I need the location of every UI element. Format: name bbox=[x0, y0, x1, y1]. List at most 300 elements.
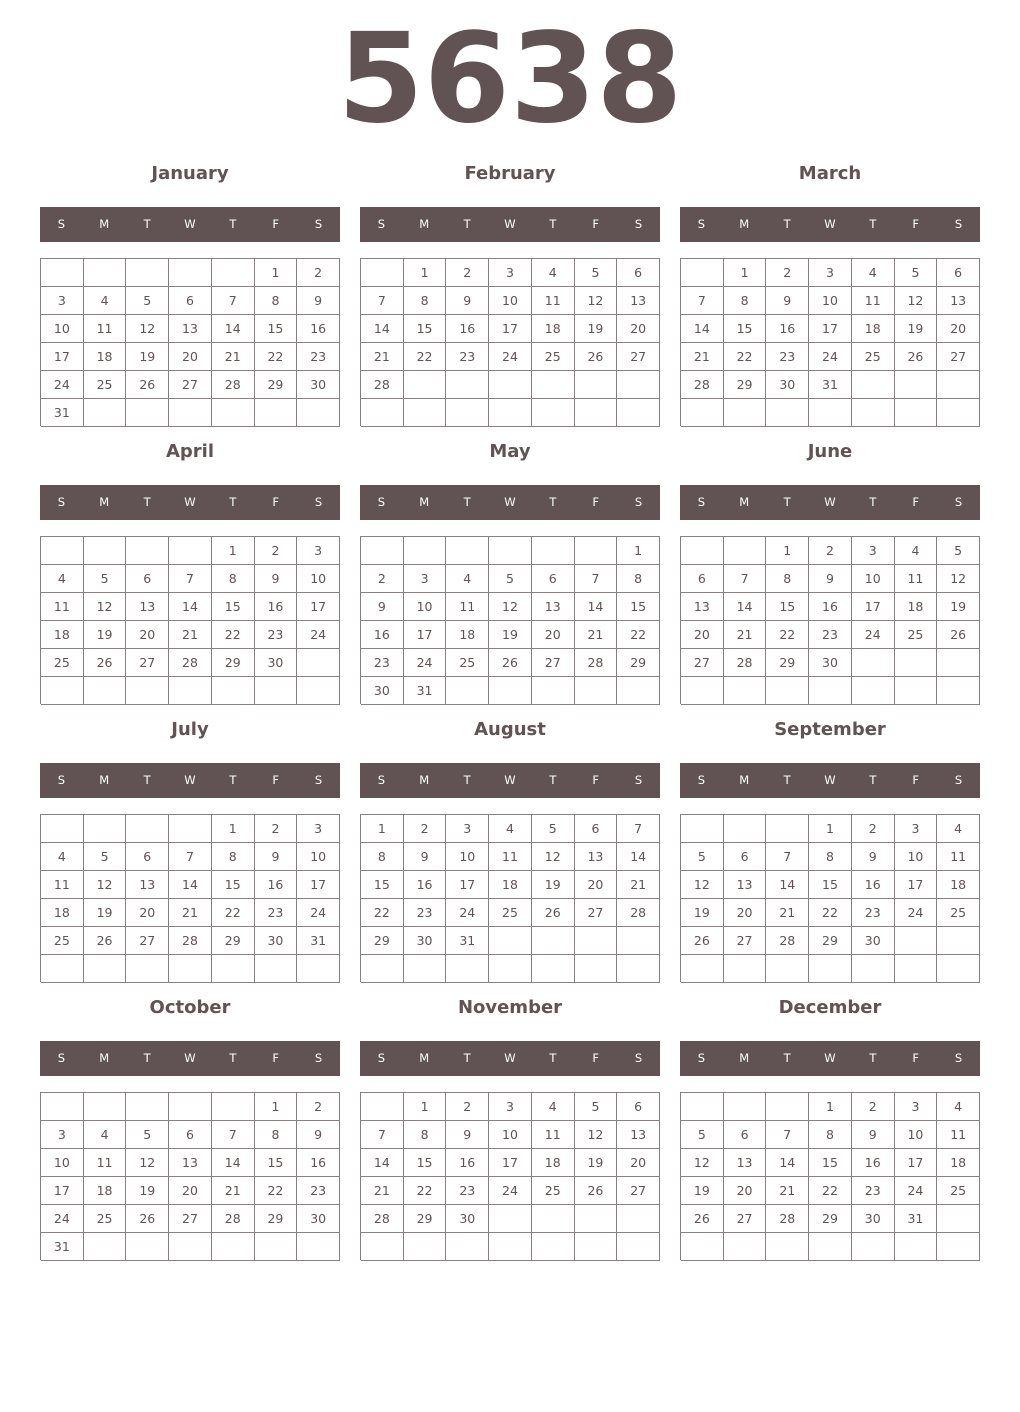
day-cell: 6 bbox=[724, 843, 767, 871]
day-cell: 11 bbox=[489, 843, 532, 871]
day-cell: 7 bbox=[361, 287, 404, 315]
day-cell: 29 bbox=[255, 1205, 298, 1233]
day-cell: 6 bbox=[724, 1121, 767, 1149]
day-cell: 3 bbox=[41, 287, 84, 315]
empty-day-cell bbox=[937, 371, 980, 399]
empty-day-cell bbox=[84, 1233, 127, 1261]
empty-day-cell bbox=[84, 537, 127, 565]
month-name: June bbox=[807, 441, 853, 462]
day-cell: 21 bbox=[212, 343, 255, 371]
day-cell: 15 bbox=[212, 871, 255, 899]
day-cell: 3 bbox=[297, 537, 340, 565]
day-cell: 9 bbox=[361, 593, 404, 621]
empty-day-cell bbox=[937, 927, 980, 955]
weekday-label: W bbox=[824, 1051, 836, 1065]
day-cell: 19 bbox=[937, 593, 980, 621]
weekday-label: S bbox=[954, 1051, 963, 1065]
month-september bbox=[680, 716, 980, 986]
day-cell: 17 bbox=[41, 1177, 84, 1205]
day-cell: 3 bbox=[895, 1093, 938, 1121]
empty-day-cell bbox=[361, 1093, 404, 1121]
empty-day-cell bbox=[937, 955, 980, 983]
day-cell: 13 bbox=[724, 1149, 767, 1177]
day-cell: 26 bbox=[489, 649, 532, 677]
weekday-label: S bbox=[954, 217, 963, 231]
weekday-label: W bbox=[824, 217, 836, 231]
day-cell: 21 bbox=[169, 621, 212, 649]
empty-day-cell bbox=[489, 1205, 532, 1233]
day-cell: 16 bbox=[809, 593, 852, 621]
empty-day-cell bbox=[404, 955, 447, 983]
day-cell: 20 bbox=[532, 621, 575, 649]
day-cell: 6 bbox=[681, 565, 724, 593]
empty-day-cell bbox=[255, 1233, 298, 1261]
empty-day-cell bbox=[361, 399, 404, 427]
day-cell: 23 bbox=[852, 1177, 895, 1205]
day-cell: 2 bbox=[255, 537, 298, 565]
weekday-header bbox=[40, 207, 340, 242]
day-cell: 19 bbox=[532, 871, 575, 899]
month-october bbox=[40, 994, 340, 1264]
day-cell: 9 bbox=[255, 565, 298, 593]
day-cell: 23 bbox=[297, 1177, 340, 1205]
day-cell: 3 bbox=[41, 1121, 84, 1149]
weekday-label: S bbox=[954, 495, 963, 509]
day-cell: 1 bbox=[809, 1093, 852, 1121]
day-cell: 13 bbox=[126, 871, 169, 899]
day-cell: 24 bbox=[404, 649, 447, 677]
day-cell: 1 bbox=[255, 259, 298, 287]
empty-day-cell bbox=[681, 537, 724, 565]
day-cell: 12 bbox=[126, 315, 169, 343]
month-name: August bbox=[474, 719, 546, 740]
weekday-label: T bbox=[143, 217, 151, 231]
empty-day-cell bbox=[297, 677, 340, 705]
day-cell: 28 bbox=[575, 649, 618, 677]
day-cell: 19 bbox=[84, 621, 127, 649]
day-cell: 23 bbox=[809, 621, 852, 649]
day-cell: 26 bbox=[575, 343, 618, 371]
day-cell: 27 bbox=[724, 1205, 767, 1233]
day-cell: 24 bbox=[297, 899, 340, 927]
empty-day-cell bbox=[404, 399, 447, 427]
empty-day-cell bbox=[895, 1233, 938, 1261]
empty-day-cell bbox=[361, 537, 404, 565]
weekday-label: F bbox=[592, 495, 600, 509]
empty-day-cell bbox=[766, 677, 809, 705]
year-title: 5638 bbox=[337, 7, 683, 151]
day-cell: 11 bbox=[84, 1149, 127, 1177]
empty-day-cell bbox=[169, 537, 212, 565]
weekday-header bbox=[360, 207, 660, 242]
day-cell: 20 bbox=[937, 315, 980, 343]
weekday-label: S bbox=[57, 773, 66, 787]
empty-day-cell bbox=[404, 371, 447, 399]
month-april bbox=[40, 438, 340, 708]
weekday-label: W bbox=[184, 495, 196, 509]
weekday-label: T bbox=[783, 1051, 791, 1065]
day-cell: 25 bbox=[852, 343, 895, 371]
day-cell: 20 bbox=[169, 1177, 212, 1205]
weekday-label: T bbox=[869, 1051, 877, 1065]
day-cell: 31 bbox=[809, 371, 852, 399]
empty-day-cell bbox=[809, 1233, 852, 1261]
day-cell: 30 bbox=[255, 927, 298, 955]
empty-day-cell bbox=[489, 399, 532, 427]
day-cell: 19 bbox=[84, 899, 127, 927]
day-cell: 14 bbox=[617, 843, 660, 871]
weekday-header bbox=[360, 485, 660, 520]
day-cell: 14 bbox=[766, 1149, 809, 1177]
days-grid bbox=[40, 258, 340, 426]
day-cell: 17 bbox=[404, 621, 447, 649]
day-cell: 20 bbox=[724, 1177, 767, 1205]
day-cell: 24 bbox=[489, 1177, 532, 1205]
day-cell: 5 bbox=[575, 1093, 618, 1121]
empty-day-cell bbox=[84, 259, 127, 287]
day-cell: 12 bbox=[681, 1149, 724, 1177]
day-cell: 1 bbox=[212, 537, 255, 565]
month-december bbox=[680, 994, 980, 1264]
day-cell: 29 bbox=[212, 649, 255, 677]
weekday-label: T bbox=[143, 773, 151, 787]
month-june bbox=[680, 438, 980, 708]
day-cell: 23 bbox=[255, 899, 298, 927]
day-cell: 30 bbox=[297, 1205, 340, 1233]
weekday-label: F bbox=[272, 495, 280, 509]
day-cell: 9 bbox=[297, 287, 340, 315]
empty-day-cell bbox=[41, 259, 84, 287]
day-cell: 26 bbox=[532, 899, 575, 927]
day-cell: 23 bbox=[446, 1177, 489, 1205]
day-cell: 30 bbox=[809, 649, 852, 677]
month-name: March bbox=[798, 163, 862, 184]
day-cell: 17 bbox=[809, 315, 852, 343]
day-cell: 31 bbox=[446, 927, 489, 955]
day-cell: 11 bbox=[41, 871, 84, 899]
empty-day-cell bbox=[361, 259, 404, 287]
empty-day-cell bbox=[126, 1233, 169, 1261]
day-cell: 7 bbox=[361, 1121, 404, 1149]
day-cell: 6 bbox=[126, 565, 169, 593]
day-cell: 27 bbox=[575, 899, 618, 927]
day-cell: 19 bbox=[681, 1177, 724, 1205]
day-cell: 24 bbox=[809, 343, 852, 371]
weekday-label: W bbox=[504, 773, 516, 787]
empty-day-cell bbox=[895, 677, 938, 705]
day-cell: 4 bbox=[84, 1121, 127, 1149]
weekday-header bbox=[680, 1041, 980, 1076]
empty-day-cell bbox=[724, 815, 767, 843]
weekday-label: S bbox=[634, 495, 643, 509]
day-cell: 2 bbox=[255, 815, 298, 843]
empty-day-cell bbox=[532, 955, 575, 983]
day-cell: 16 bbox=[446, 315, 489, 343]
weekday-label: M bbox=[739, 217, 750, 231]
weekday-label: S bbox=[634, 773, 643, 787]
empty-day-cell bbox=[766, 955, 809, 983]
day-cell: 15 bbox=[809, 871, 852, 899]
day-cell: 29 bbox=[766, 649, 809, 677]
days-grid bbox=[360, 814, 660, 982]
day-cell: 4 bbox=[532, 259, 575, 287]
day-cell: 1 bbox=[255, 1093, 298, 1121]
day-cell: 29 bbox=[361, 927, 404, 955]
day-cell: 1 bbox=[212, 815, 255, 843]
day-cell: 6 bbox=[617, 1093, 660, 1121]
empty-day-cell bbox=[361, 1233, 404, 1261]
day-cell: 1 bbox=[724, 259, 767, 287]
day-cell: 11 bbox=[41, 593, 84, 621]
weekday-label: M bbox=[419, 495, 430, 509]
day-cell: 22 bbox=[212, 621, 255, 649]
empty-day-cell bbox=[724, 677, 767, 705]
day-cell: 13 bbox=[617, 1121, 660, 1149]
weekday-label: T bbox=[549, 773, 557, 787]
day-cell: 11 bbox=[937, 843, 980, 871]
empty-day-cell bbox=[126, 955, 169, 983]
day-cell: 10 bbox=[852, 565, 895, 593]
day-cell: 21 bbox=[766, 1177, 809, 1205]
day-cell: 24 bbox=[895, 1177, 938, 1205]
empty-day-cell bbox=[446, 371, 489, 399]
day-cell: 1 bbox=[404, 259, 447, 287]
day-cell: 12 bbox=[937, 565, 980, 593]
empty-day-cell bbox=[937, 649, 980, 677]
day-cell: 31 bbox=[404, 677, 447, 705]
empty-day-cell bbox=[617, 399, 660, 427]
empty-day-cell bbox=[532, 371, 575, 399]
day-cell: 16 bbox=[255, 593, 298, 621]
day-cell: 9 bbox=[766, 287, 809, 315]
weekday-label: S bbox=[314, 1051, 323, 1065]
day-cell: 22 bbox=[724, 343, 767, 371]
weekday-label: W bbox=[184, 217, 196, 231]
empty-day-cell bbox=[84, 677, 127, 705]
day-cell: 17 bbox=[489, 315, 532, 343]
day-cell: 10 bbox=[446, 843, 489, 871]
empty-day-cell bbox=[575, 399, 618, 427]
empty-day-cell bbox=[809, 955, 852, 983]
day-cell: 16 bbox=[404, 871, 447, 899]
empty-day-cell bbox=[937, 399, 980, 427]
day-cell: 11 bbox=[895, 565, 938, 593]
day-cell: 3 bbox=[809, 259, 852, 287]
weekday-label: M bbox=[739, 495, 750, 509]
empty-day-cell bbox=[617, 1205, 660, 1233]
day-cell: 5 bbox=[681, 1121, 724, 1149]
day-cell: 15 bbox=[404, 1149, 447, 1177]
day-cell: 15 bbox=[617, 593, 660, 621]
empty-day-cell bbox=[212, 677, 255, 705]
day-cell: 10 bbox=[895, 1121, 938, 1149]
weekday-label: W bbox=[504, 217, 516, 231]
day-cell: 19 bbox=[575, 1149, 618, 1177]
empty-day-cell bbox=[41, 1093, 84, 1121]
day-cell: 22 bbox=[404, 1177, 447, 1205]
day-cell: 4 bbox=[446, 565, 489, 593]
day-cell: 15 bbox=[212, 593, 255, 621]
weekday-label: T bbox=[229, 495, 237, 509]
day-cell: 10 bbox=[489, 1121, 532, 1149]
day-cell: 13 bbox=[575, 843, 618, 871]
day-cell: 27 bbox=[126, 649, 169, 677]
empty-day-cell bbox=[446, 537, 489, 565]
day-cell: 21 bbox=[724, 621, 767, 649]
day-cell: 12 bbox=[532, 843, 575, 871]
weekday-label: M bbox=[739, 1051, 750, 1065]
day-cell: 5 bbox=[489, 565, 532, 593]
empty-day-cell bbox=[575, 955, 618, 983]
day-cell: 21 bbox=[681, 343, 724, 371]
day-cell: 28 bbox=[766, 927, 809, 955]
day-cell: 8 bbox=[404, 1121, 447, 1149]
empty-day-cell bbox=[852, 677, 895, 705]
empty-day-cell bbox=[617, 371, 660, 399]
weekday-label: F bbox=[592, 217, 600, 231]
days-grid bbox=[360, 1092, 660, 1260]
empty-day-cell bbox=[169, 399, 212, 427]
day-cell: 10 bbox=[809, 287, 852, 315]
day-cell: 16 bbox=[297, 315, 340, 343]
empty-day-cell bbox=[617, 677, 660, 705]
weekday-label: W bbox=[824, 773, 836, 787]
day-cell: 12 bbox=[126, 1149, 169, 1177]
day-cell: 7 bbox=[681, 287, 724, 315]
day-cell: 31 bbox=[297, 927, 340, 955]
day-cell: 11 bbox=[532, 1121, 575, 1149]
day-cell: 17 bbox=[489, 1149, 532, 1177]
weekday-label: F bbox=[592, 1051, 600, 1065]
day-cell: 10 bbox=[41, 315, 84, 343]
day-cell: 12 bbox=[681, 871, 724, 899]
day-cell: 7 bbox=[766, 1121, 809, 1149]
day-cell: 26 bbox=[681, 927, 724, 955]
empty-day-cell bbox=[575, 537, 618, 565]
day-cell: 26 bbox=[937, 621, 980, 649]
day-cell: 30 bbox=[766, 371, 809, 399]
empty-day-cell bbox=[169, 1233, 212, 1261]
month-name: February bbox=[464, 163, 556, 184]
weekday-label: T bbox=[463, 773, 471, 787]
day-cell: 19 bbox=[489, 621, 532, 649]
day-cell: 25 bbox=[41, 649, 84, 677]
day-cell: 15 bbox=[404, 315, 447, 343]
weekday-header bbox=[680, 207, 980, 242]
day-cell: 3 bbox=[446, 815, 489, 843]
empty-day-cell bbox=[212, 1233, 255, 1261]
weekday-label: T bbox=[463, 495, 471, 509]
day-cell: 18 bbox=[532, 1149, 575, 1177]
day-cell: 7 bbox=[169, 565, 212, 593]
day-cell: 23 bbox=[255, 621, 298, 649]
weekday-label: S bbox=[377, 773, 386, 787]
day-cell: 9 bbox=[297, 1121, 340, 1149]
empty-day-cell bbox=[724, 537, 767, 565]
day-cell: 4 bbox=[41, 565, 84, 593]
empty-day-cell bbox=[297, 399, 340, 427]
empty-day-cell bbox=[489, 955, 532, 983]
empty-day-cell bbox=[724, 1233, 767, 1261]
day-cell: 20 bbox=[724, 899, 767, 927]
empty-day-cell bbox=[446, 955, 489, 983]
day-cell: 14 bbox=[361, 1149, 404, 1177]
day-cell: 6 bbox=[532, 565, 575, 593]
weekday-label: S bbox=[314, 773, 323, 787]
empty-day-cell bbox=[446, 1233, 489, 1261]
weekday-label: T bbox=[143, 495, 151, 509]
weekday-label: M bbox=[99, 1051, 110, 1065]
empty-day-cell bbox=[126, 399, 169, 427]
empty-day-cell bbox=[84, 399, 127, 427]
month-march bbox=[680, 160, 980, 430]
day-cell: 29 bbox=[809, 1205, 852, 1233]
day-cell: 21 bbox=[361, 1177, 404, 1205]
day-cell: 7 bbox=[212, 1121, 255, 1149]
day-cell: 8 bbox=[617, 565, 660, 593]
day-cell: 18 bbox=[84, 343, 127, 371]
empty-day-cell bbox=[766, 399, 809, 427]
day-cell: 8 bbox=[404, 287, 447, 315]
weekday-label: M bbox=[419, 217, 430, 231]
weekday-label: T bbox=[783, 217, 791, 231]
weekday-label: T bbox=[869, 495, 877, 509]
day-cell: 28 bbox=[681, 371, 724, 399]
day-cell: 5 bbox=[126, 287, 169, 315]
day-cell: 25 bbox=[489, 899, 532, 927]
day-cell: 25 bbox=[937, 1177, 980, 1205]
empty-day-cell bbox=[169, 259, 212, 287]
day-cell: 7 bbox=[575, 565, 618, 593]
weekday-label: S bbox=[634, 1051, 643, 1065]
day-cell: 21 bbox=[212, 1177, 255, 1205]
day-cell: 13 bbox=[169, 315, 212, 343]
weekday-label: M bbox=[419, 1051, 430, 1065]
empty-day-cell bbox=[617, 927, 660, 955]
day-cell: 18 bbox=[489, 871, 532, 899]
empty-day-cell bbox=[617, 1233, 660, 1261]
day-cell: 12 bbox=[84, 593, 127, 621]
day-cell: 21 bbox=[361, 343, 404, 371]
day-cell: 29 bbox=[617, 649, 660, 677]
weekday-label: S bbox=[697, 773, 706, 787]
day-cell: 2 bbox=[852, 815, 895, 843]
empty-day-cell bbox=[489, 371, 532, 399]
empty-day-cell bbox=[895, 649, 938, 677]
day-cell: 14 bbox=[766, 871, 809, 899]
empty-day-cell bbox=[404, 537, 447, 565]
weekday-label: S bbox=[697, 1051, 706, 1065]
day-cell: 26 bbox=[126, 1205, 169, 1233]
empty-day-cell bbox=[766, 815, 809, 843]
day-cell: 16 bbox=[766, 315, 809, 343]
weekday-label: S bbox=[314, 495, 323, 509]
day-cell: 18 bbox=[446, 621, 489, 649]
month-august bbox=[360, 716, 660, 986]
empty-day-cell bbox=[681, 1233, 724, 1261]
day-cell: 17 bbox=[297, 871, 340, 899]
day-cell: 20 bbox=[681, 621, 724, 649]
day-cell: 26 bbox=[681, 1205, 724, 1233]
day-cell: 30 bbox=[852, 927, 895, 955]
day-cell: 5 bbox=[895, 259, 938, 287]
day-cell: 2 bbox=[297, 259, 340, 287]
day-cell: 16 bbox=[361, 621, 404, 649]
day-cell: 18 bbox=[895, 593, 938, 621]
month-name: May bbox=[489, 441, 531, 462]
day-cell: 7 bbox=[617, 815, 660, 843]
month-name: November bbox=[457, 997, 563, 1018]
